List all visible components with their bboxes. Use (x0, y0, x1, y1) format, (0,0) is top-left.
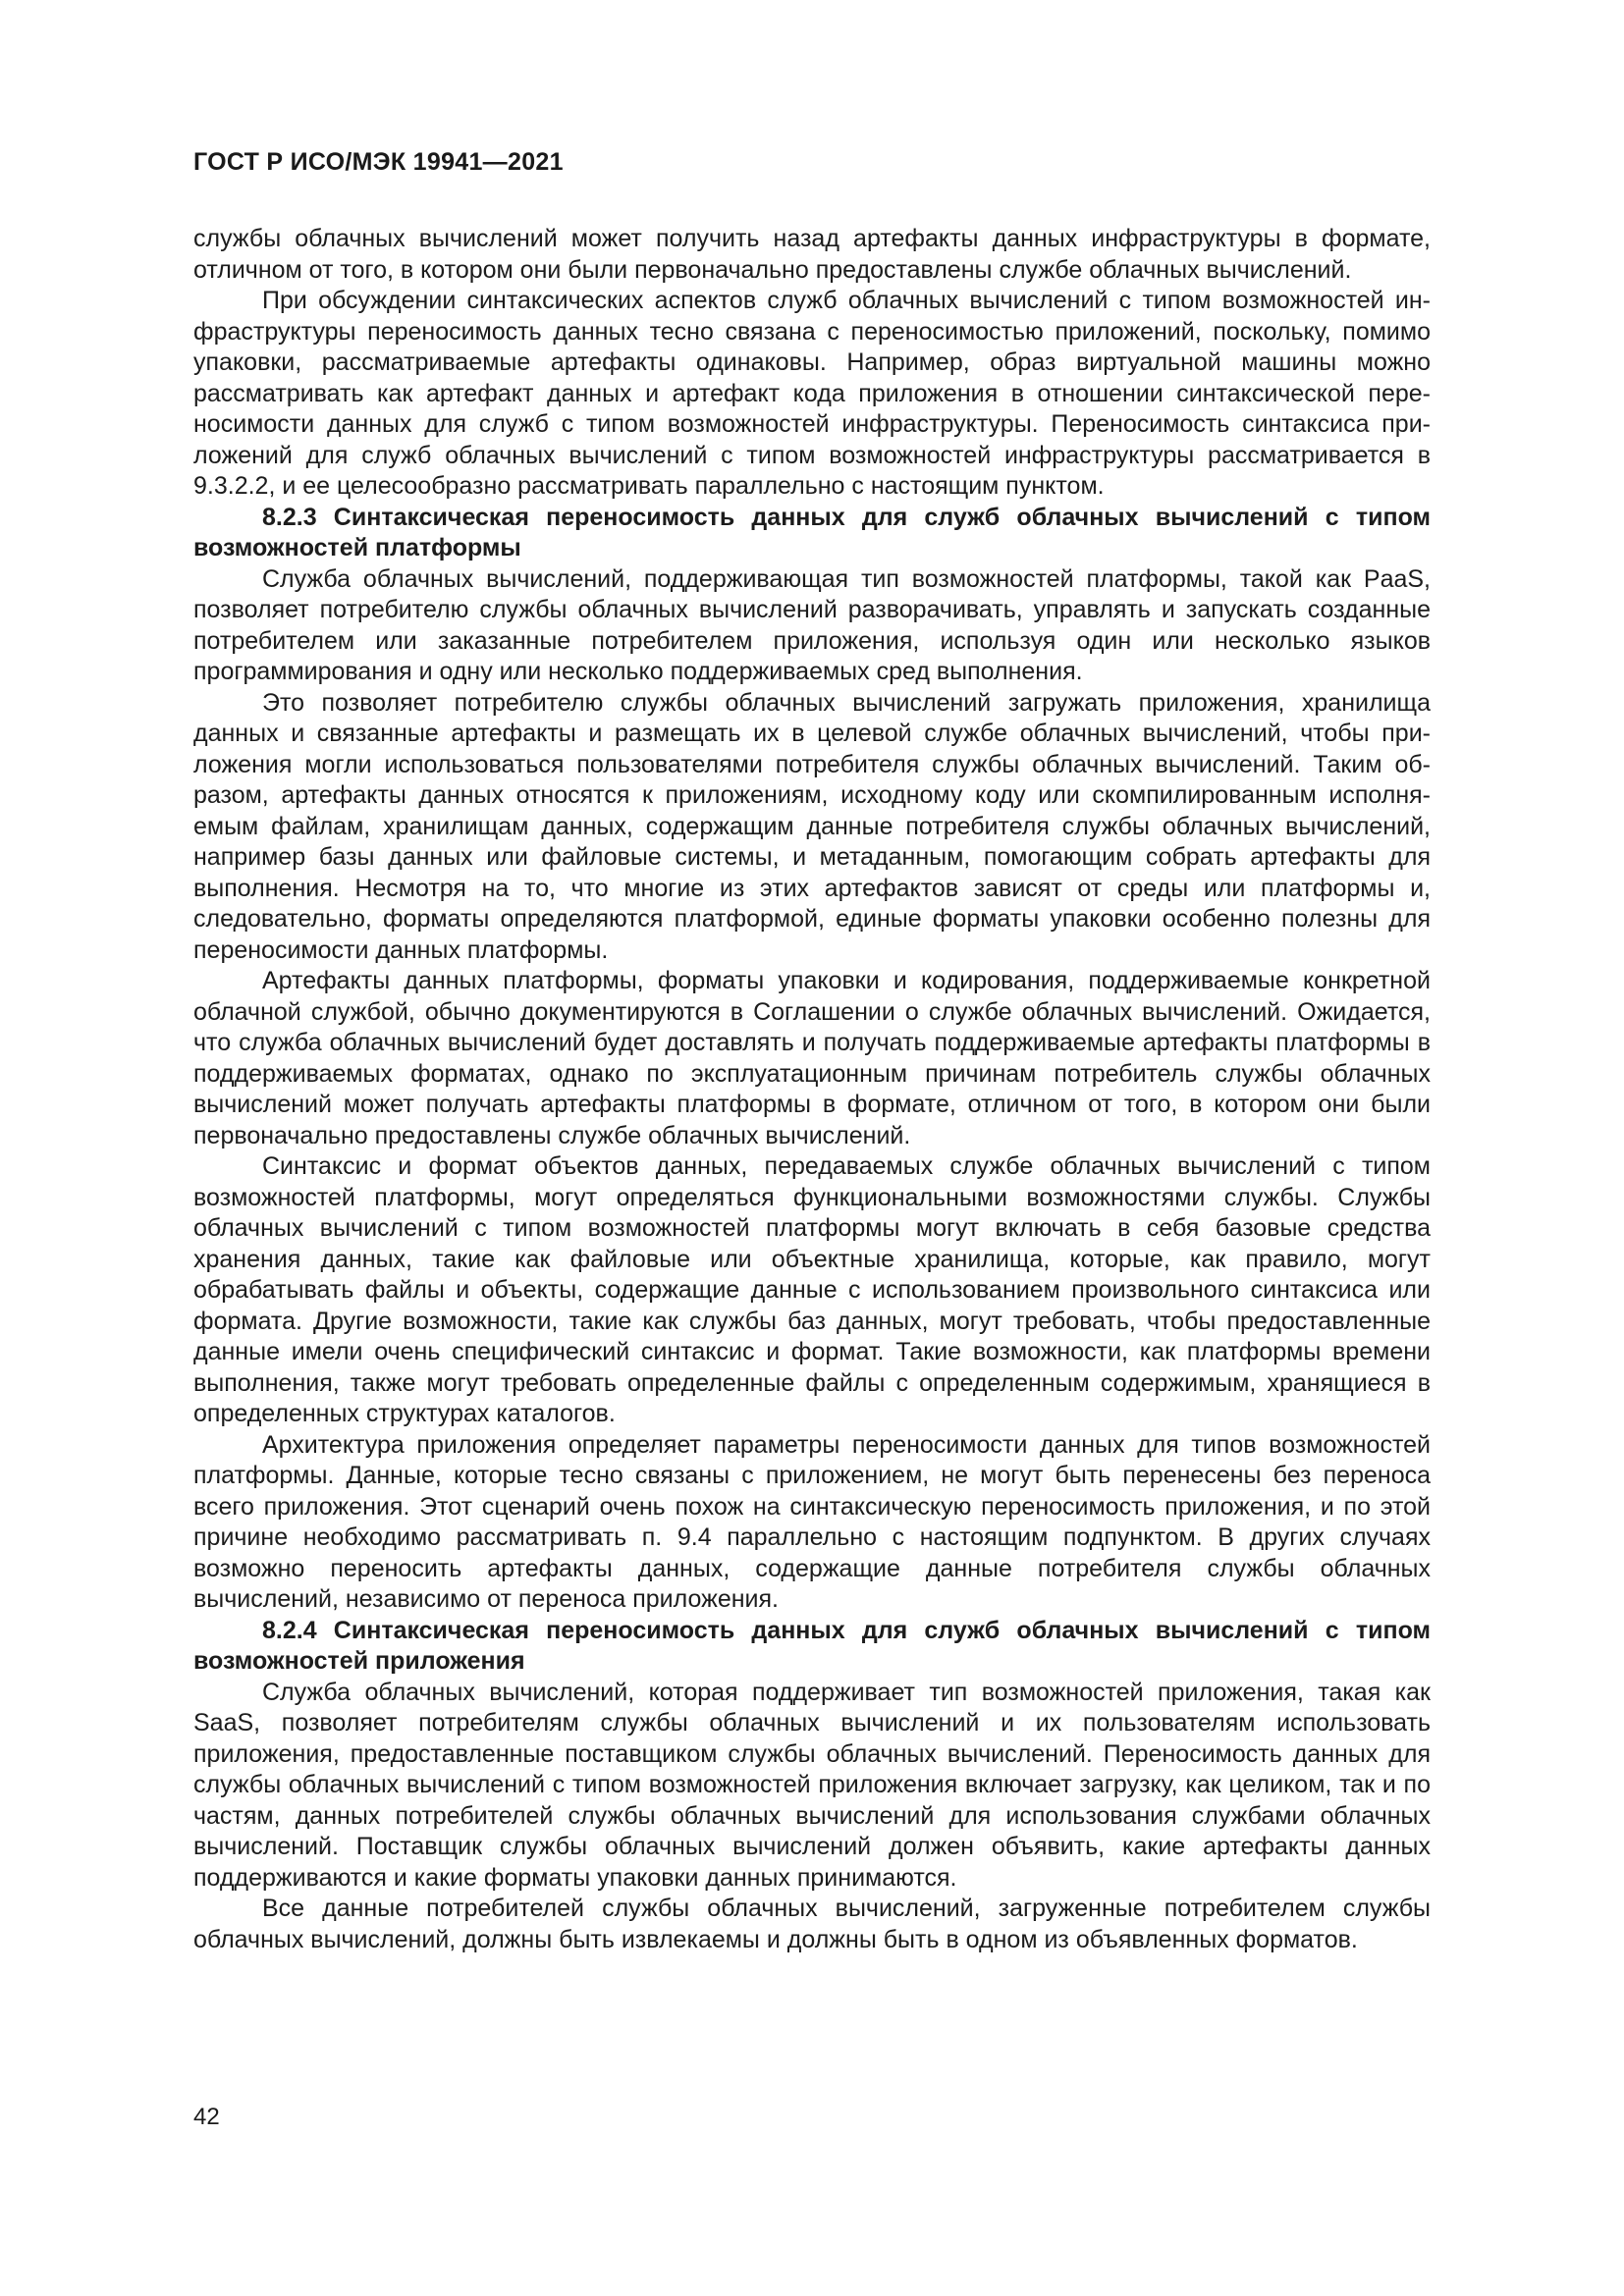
paragraph: Синтаксис и формат объектов данных, передаваемых службе облачных вычислений с типом возможностей платформы, могут определяться функциональными возможностями службы. Службы облачных вычислений с типом возможностей платформы могут включать в себя базовые средства хранения данных, такие как файловые или объектные хранилища, которые, как правило, могут обрабатывать файлы и объекты, содержащие данные с использованием произвольного синтаксиса или формата. Другие возможности, такие как службы баз данных, могут требовать, чтобы предоставленные данные имели очень специфический синтаксис и формат. Такие возможности, как платформы времени выполнения, также могут требовать определенные файлы с определенным содержимым, хранящиеся в определенных структурах каталогов. (193, 1152, 1431, 1427)
document-body (193, 224, 1431, 1955)
paragraph: Артефакты данных платформы, форматы упаковки и кодирования, поддерживаемые конкретной облачной службой, обычно документируются в Соглашении о службе облачных вычислений. Ожидается, что служба облачных вычислений будет доставлять и получать поддерживаемые артефакты платформы в поддерживаемых форматах, однако по эксплуатационным причинам потребитель службы облачных вычислений может получать артефакты платформы в формате, отличном от того, в котором они были первоначально предоставлены службе облачных вычислений. (193, 967, 1431, 1149)
paragraph: Это позволяет потребителю службы облачных вычислений загружать приложения, хранилища данных и связанные артефакты и размещать их в целевой службе облачных вычислений, чтобы приложения могли использоваться пользователями потребителя службы облачных вычислений. Таким образом, артефакты данных относятся к приложениям, исходному коду или скомпилированным исполняемым файлам, хранилищам данных, содержащим данные потребителя службы облачных вычислений, например базы данных или файловые системы, и метаданным, помогающим собрать артефакты для выполнения. Несмотря на то, что многие из этих артефактов зависят от среды или платформы и, следовательно, форматы определяются платформой, единые форматы упаковки особенно полезны для переносимости данных платформы. (193, 688, 1431, 964)
paragraph: При обсуждении синтаксических аспектов служб облачных вычислений с типом возможностей инфраструктуры переносимость данных тесно связана с переносимостью приложений, поскольку, помимо упаковки, рассматриваемые артефакты одинаковы. Например, образ виртуальной машины можно рассматривать как артефакт данных и артефакт кода приложения в отношении синтаксической переносимости данных для служб с типом возможностей инфраструктуры. Переносимость синтаксиса приложений для служб облачных вычислений с типом возможностей инфраструктуры рассматривается в 9.3.2.2, и ее целесообразно рассматривать параллельно с настоящим пунктом. (193, 287, 1431, 500)
paragraph: службы облачных вычислений может получить назад артефакты данных инфраструктуры в формате, отличном от того, в котором они были первоначально предоставлены службе облачных вычислений. (193, 225, 1431, 284)
page-number: 42 (193, 2104, 220, 2130)
paragraph: Служба облачных вычислений, которая поддерживает тип возможностей приложения, такая как SaaS, позволяет потребителям службы облачных вычислений и их пользователям использовать приложения, предоставленные поставщиком службы облачных вычислений. Переносимость данных для службы облачных вычислений с типом возможностей приложения включает загрузку, как целиком, так и по частям, данных потребителей службы облачных вычислений для использования службами облачных вычислений. Поставщик службы облачных вычислений должен объявить, какие артефакты данных поддерживаются и какие форматы упаковки данных принимаются. (193, 1678, 1431, 1892)
section-heading-8-2-3: 8.2.3 Синтаксическая переносимость данных для служб облачных вычислений с типом возможностей платформы (193, 503, 1431, 561)
section-heading-8-2-4: 8.2.4 Синтаксическая переносимость данных для служб облачных вычислений с типом возможностей приложения (193, 1616, 1431, 1675)
paragraph: Архитектура приложения определяет параметры переносимости данных для типов возможностей платформы. Данные, которые тесно связаны с приложением, не могут быть перенесены без переноса всего приложения. Этот сценарий очень похож на синтаксическую переносимость приложения, и по этой причине необходимо рассматривать п. 9.4 параллельно с настоящим подпунктом. В других случаях возможно переносить артефакты данных, содержащие данные потребителя службы облачных вычислений, независимо от переноса приложения. (193, 1430, 1431, 1613)
document-header-title: ГОСТ Р ИСО/МЭК 19941—2021 (193, 148, 564, 176)
paragraph: Все данные потребителей службы облачных вычислений, загруженные потребителем службы облачных вычислений, должны быть извлекаемы и должны быть в одном из объявленных форматов. (193, 1895, 1431, 1953)
paragraph: Служба облачных вычислений, поддерживающая тип возможностей платформы, такой как PaaS, позволяет потребителю службы облачных вычислений разворачивать, управлять и запускать созданные потребителем или заказанные потребителем приложения, используя один или несколько языков программирования и одну или несколько поддерживаемых сред выполнения. (193, 564, 1431, 685)
